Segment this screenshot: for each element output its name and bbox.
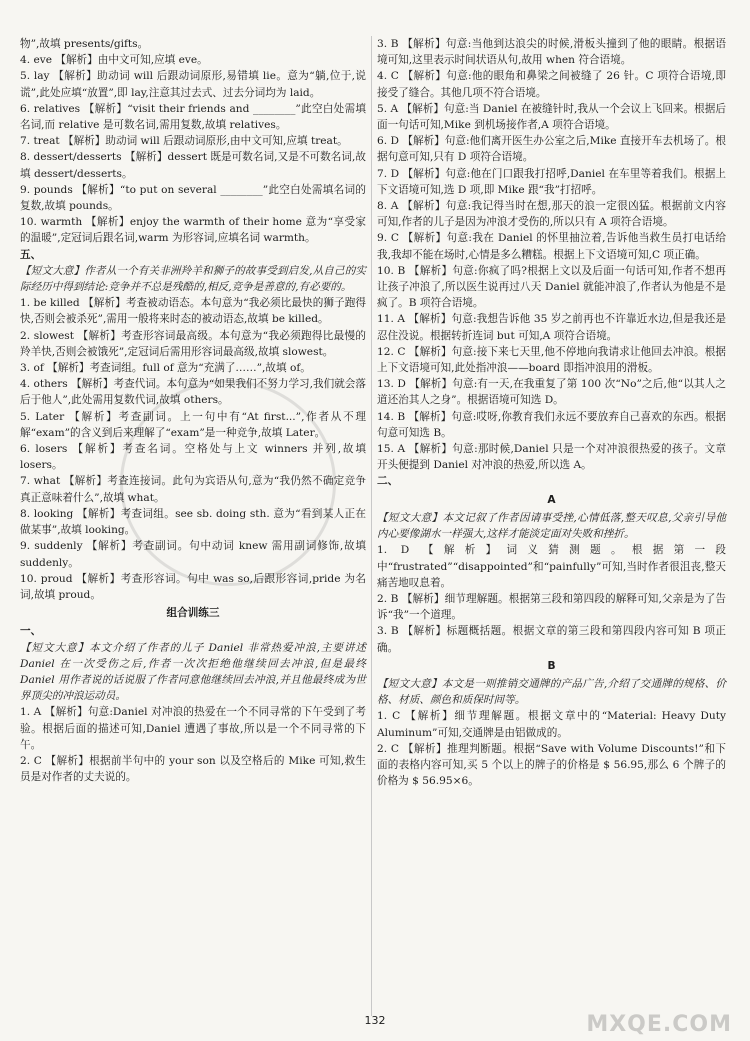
- answer-entry: 1. A 【解析】句意:Daniel 对冲浪的热爱在一个不同寻常的下午受到了考验。根据后面的描述可知,Daniel 遭遇了事故,所以是一个不同寻常的下午。: [20, 706, 366, 751]
- answer-entry: 15. A 【解析】句意:那时候,Daniel 只是一个对冲浪很热爱的孩子。文章开头便提到 Daniel 对冲浪的热爱,所以选 A。: [377, 443, 726, 472]
- answer-entry: 9. C 【解析】句意:我在 Daniel 的怀里抽泣着,告诉他当救生员打电话给我,我却不能在场时,心情是多么糟糕。根据上下文语境可知,C 项正确。: [377, 232, 726, 261]
- column-divider: [371, 36, 372, 1016]
- answer-entry: 3. of 【解析】考查词组。full of 意为“充满了……”,故填 of。: [20, 362, 311, 375]
- answer-entry: 6. losers 【解析】考查名词。空格处与上文 winners 并列,故填 losers。: [20, 443, 366, 472]
- answer-entry: 9. suddenly 【解析】考查副词。句中动词 knew 需用副词修饰,故填 suddenly。: [20, 540, 366, 569]
- answer-entry: 14. B 【解析】句意:哎呀,你教育我们永远不要放弃自己喜欢的东西。根据句意可知选 B。: [377, 410, 726, 439]
- answer-entry: 8. looking 【解析】考查词组。see sb. doing sth. 意为“看到某人正在做某事”,故填 looking。: [20, 507, 366, 537]
- answer-entry: 7. what 【解析】考查连接词。此句为宾语从句,意为“我仍然不确定竞争真正意味着什么”,故填 what。: [20, 475, 366, 504]
- answer-entry: 10. B 【解析】句意:你疯了吗?根据上文以及后面一句话可知,作者不想再让孩子冲浪了,所以医生说再过八天 Daniel 就能冲浪了,作者认为他是不是疯了。B 项符合语境。: [377, 264, 726, 310]
- summary-paragraph: 【短文大意】本文介绍了作者的儿子 Daniel 非常热爱冲浪,主要讲述 Daniel 在一次受伤之后,作者一次次拒绝他继续回去冲浪,但是最终 Daniel 用作者说的话说服了作者同意他继续回去冲浪,并且他最终成为世界顶尖的冲浪运动员。: [20, 641, 366, 703]
- section-heading: 五、: [20, 248, 42, 261]
- center-heading: 组合训练三: [166, 607, 220, 620]
- page-number: 132: [364, 1013, 386, 1027]
- answer-entry: 4. C 【解析】句意:他的眼角和鼻梁之间被缝了 26 针。C 项符合语境,即接受了缝合。其他几项不符合语境。: [377, 70, 726, 99]
- answer-entry: 5. lay 【解析】助动词 will 后跟动词原形,易错填 lie。意为“躺,位于,说谎”,此处应填“放置”,即 lay,注意其过去式、过去分词均为 laid。: [20, 70, 366, 99]
- answer-entry: 2. C 【解析】根据前半句中的 your son 以及空格后的 Mike 可知,救生员是对作者的丈夫说的。: [20, 754, 366, 784]
- left-column: [20, 36, 366, 785]
- summary-paragraph: 【短文大意】作者从一个有关非洲羚羊和狮子的故事受到启发,从自己的实际经历中得到结论:竞争并不总是残酷的,相反,竞争是善意的,有必要的。: [20, 264, 366, 294]
- answer-entry: 7. D 【解析】句意:他在门口跟我打招呼,Daniel 在车里等着我们。根据上下文语境可知,选 D 项,即 Mike 跟“我”打招呼。: [377, 167, 726, 196]
- answer-entry: 10. warmth 【解析】enjoy the warmth of their home 意为“享受家的温暖”,定冠词后跟名词,warm 为形容词,应填名词 warmth。: [20, 216, 366, 245]
- answer-entry: 3. B 【解析】标题概括题。根据文章的第三段和第四段内容可知 B 项正确。: [377, 625, 726, 654]
- answer-entry: 6. D 【解析】句意:他们离开医生办公室之后,Mike 直接开车去机场了。根据句意可知,只有 D 项符合语境。: [377, 135, 726, 164]
- answer-entry: 1. be killed 【解析】考查被动语态。本句意为“我必须比最快的狮子跑得快,否则会被杀死”,需用一般将来时态的被动语态,故填 be killed。: [20, 297, 366, 326]
- answer-entry: 9. pounds 【解析】“to put on several ________”此空白处需填名词的复数,故填 pounds。: [20, 183, 366, 213]
- answer-entry: 4. eve 【解析】由中文可知,应填 eve。: [20, 54, 208, 67]
- answer-entry: 3. B 【解析】句意:当他到达浪尖的时候,滑板头撞到了他的眼睛。根据语境可知,这里表示时间状语从句,故用 when 符合语境。: [377, 38, 726, 67]
- answer-entry: 6. relatives 【解析】“visit their friends and ________”此空白处需填名词,而 relative 是可数名词,需用复数,故填 relatives。: [20, 102, 366, 132]
- summary-paragraph: 【短文大意】本文是一则推销交通牌的产品广告,介绍了交通牌的规格、价格、材质、颜色和质保时间等。: [377, 677, 726, 707]
- answer-entry: 1. C 【解析】细节理解题。根据文章中的“Material: Heavy Duty Aluminum”可知,交通牌是由铝做成的。: [377, 710, 726, 739]
- answer-entry: 物”,故填 presents/gifts。: [20, 38, 149, 50]
- right-column: [377, 36, 726, 789]
- answer-entry: 8. dessert/desserts 【解析】dessert 既是可数名词,又是不可数名词,故填 dessert/desserts。: [20, 151, 366, 180]
- answer-entry: 5. Later 【解析】考查副词。上一句中有“At first...”,作者从不理解“exam”的含义到后来理解了“exam”是一种竞争,故填 Later。: [20, 410, 366, 439]
- section-heading: 二、: [377, 475, 399, 488]
- answer-entry: 5. A 【解析】句意:当 Daniel 在被缝针时,我从一个会议上飞回来。根据后面一句话可知,Mike 到机场接作者,A 项符合语境。: [377, 102, 726, 132]
- answer-entry: 10. proud 【解析】考查形容词。句中 was so,后跟形容词,pride 为名词,故填 proud。: [20, 572, 366, 601]
- answer-entry: 8. A 【解析】句意:我记得当时在想,那天的浪一定很凶猛。根据前文内容可知,作者的儿子是因为冲浪才受伤的,所以只有 A 项符合语境。: [377, 200, 726, 229]
- answer-entry: 12. C 【解析】句意:接下来七天里,他不停地向我请求让他回去冲浪。根据上下文语境可知,此处指冲浪——board 即指冲浪用的滑板。: [377, 345, 726, 375]
- answer-entry: 1. D 【解析】词义猜测题。根据第一段中“frustrated”“disappointed”和“painfully”可知,当时作者很沮丧,整天痛苦地叹息着。: [377, 544, 726, 589]
- answer-entry: 13. D 【解析】句意:有一天,在我重复了第 100 次“No”之后,他“以其人之道还治其人之身”。根据语境可知选 D。: [377, 378, 726, 407]
- summary-paragraph: 【短文大意】本文记叙了作者因请事受挫,心情低落,整天叹息,父亲引导他内心要像湖水一样强大,这样才能淡定面对失败和挫折。: [377, 511, 726, 541]
- answer-entry: 7. treat 【解析】助动词 will 后跟动词原形,由中文可知,应填 treat。: [20, 135, 348, 148]
- section-heading: 一、: [20, 625, 42, 638]
- site-watermark: MXQE.COM: [586, 1011, 732, 1037]
- center-heading: B: [547, 659, 556, 672]
- answer-entry: 2. slowest 【解析】考查形容词最高级。本句意为“我必须跑得比最慢的羚羊快,否则会被饿死”,定冠词后需用形容词最高级,故填 slowest。: [20, 329, 366, 358]
- answer-entry: 2. B 【解析】细节理解题。根据第三段和第四段的解释可知,父亲是为了告诉“我”一个道理。: [377, 592, 726, 622]
- answer-entry: 4. others 【解析】考查代词。本句意为“如果我们不努力学习,我们就会落后于他人”,此处需用复数代词,故填 others。: [20, 378, 366, 407]
- answer-entry: 2. C 【解析】推理判断题。根据“Save with Volume Discounts!”和下面的表格内容可知,买 5 个以上的牌子的价格是 $ 56.95,那么 6 个牌子的价格为 $ 56.95×6。: [377, 742, 726, 788]
- answer-entry: 11. A 【解析】句意:我想告诉他 35 岁之前再也不许靠近水边,但是我还是忍住没说。根据转折连词 but 可知,A 项符合语境。: [377, 313, 726, 342]
- center-heading: A: [547, 493, 556, 506]
